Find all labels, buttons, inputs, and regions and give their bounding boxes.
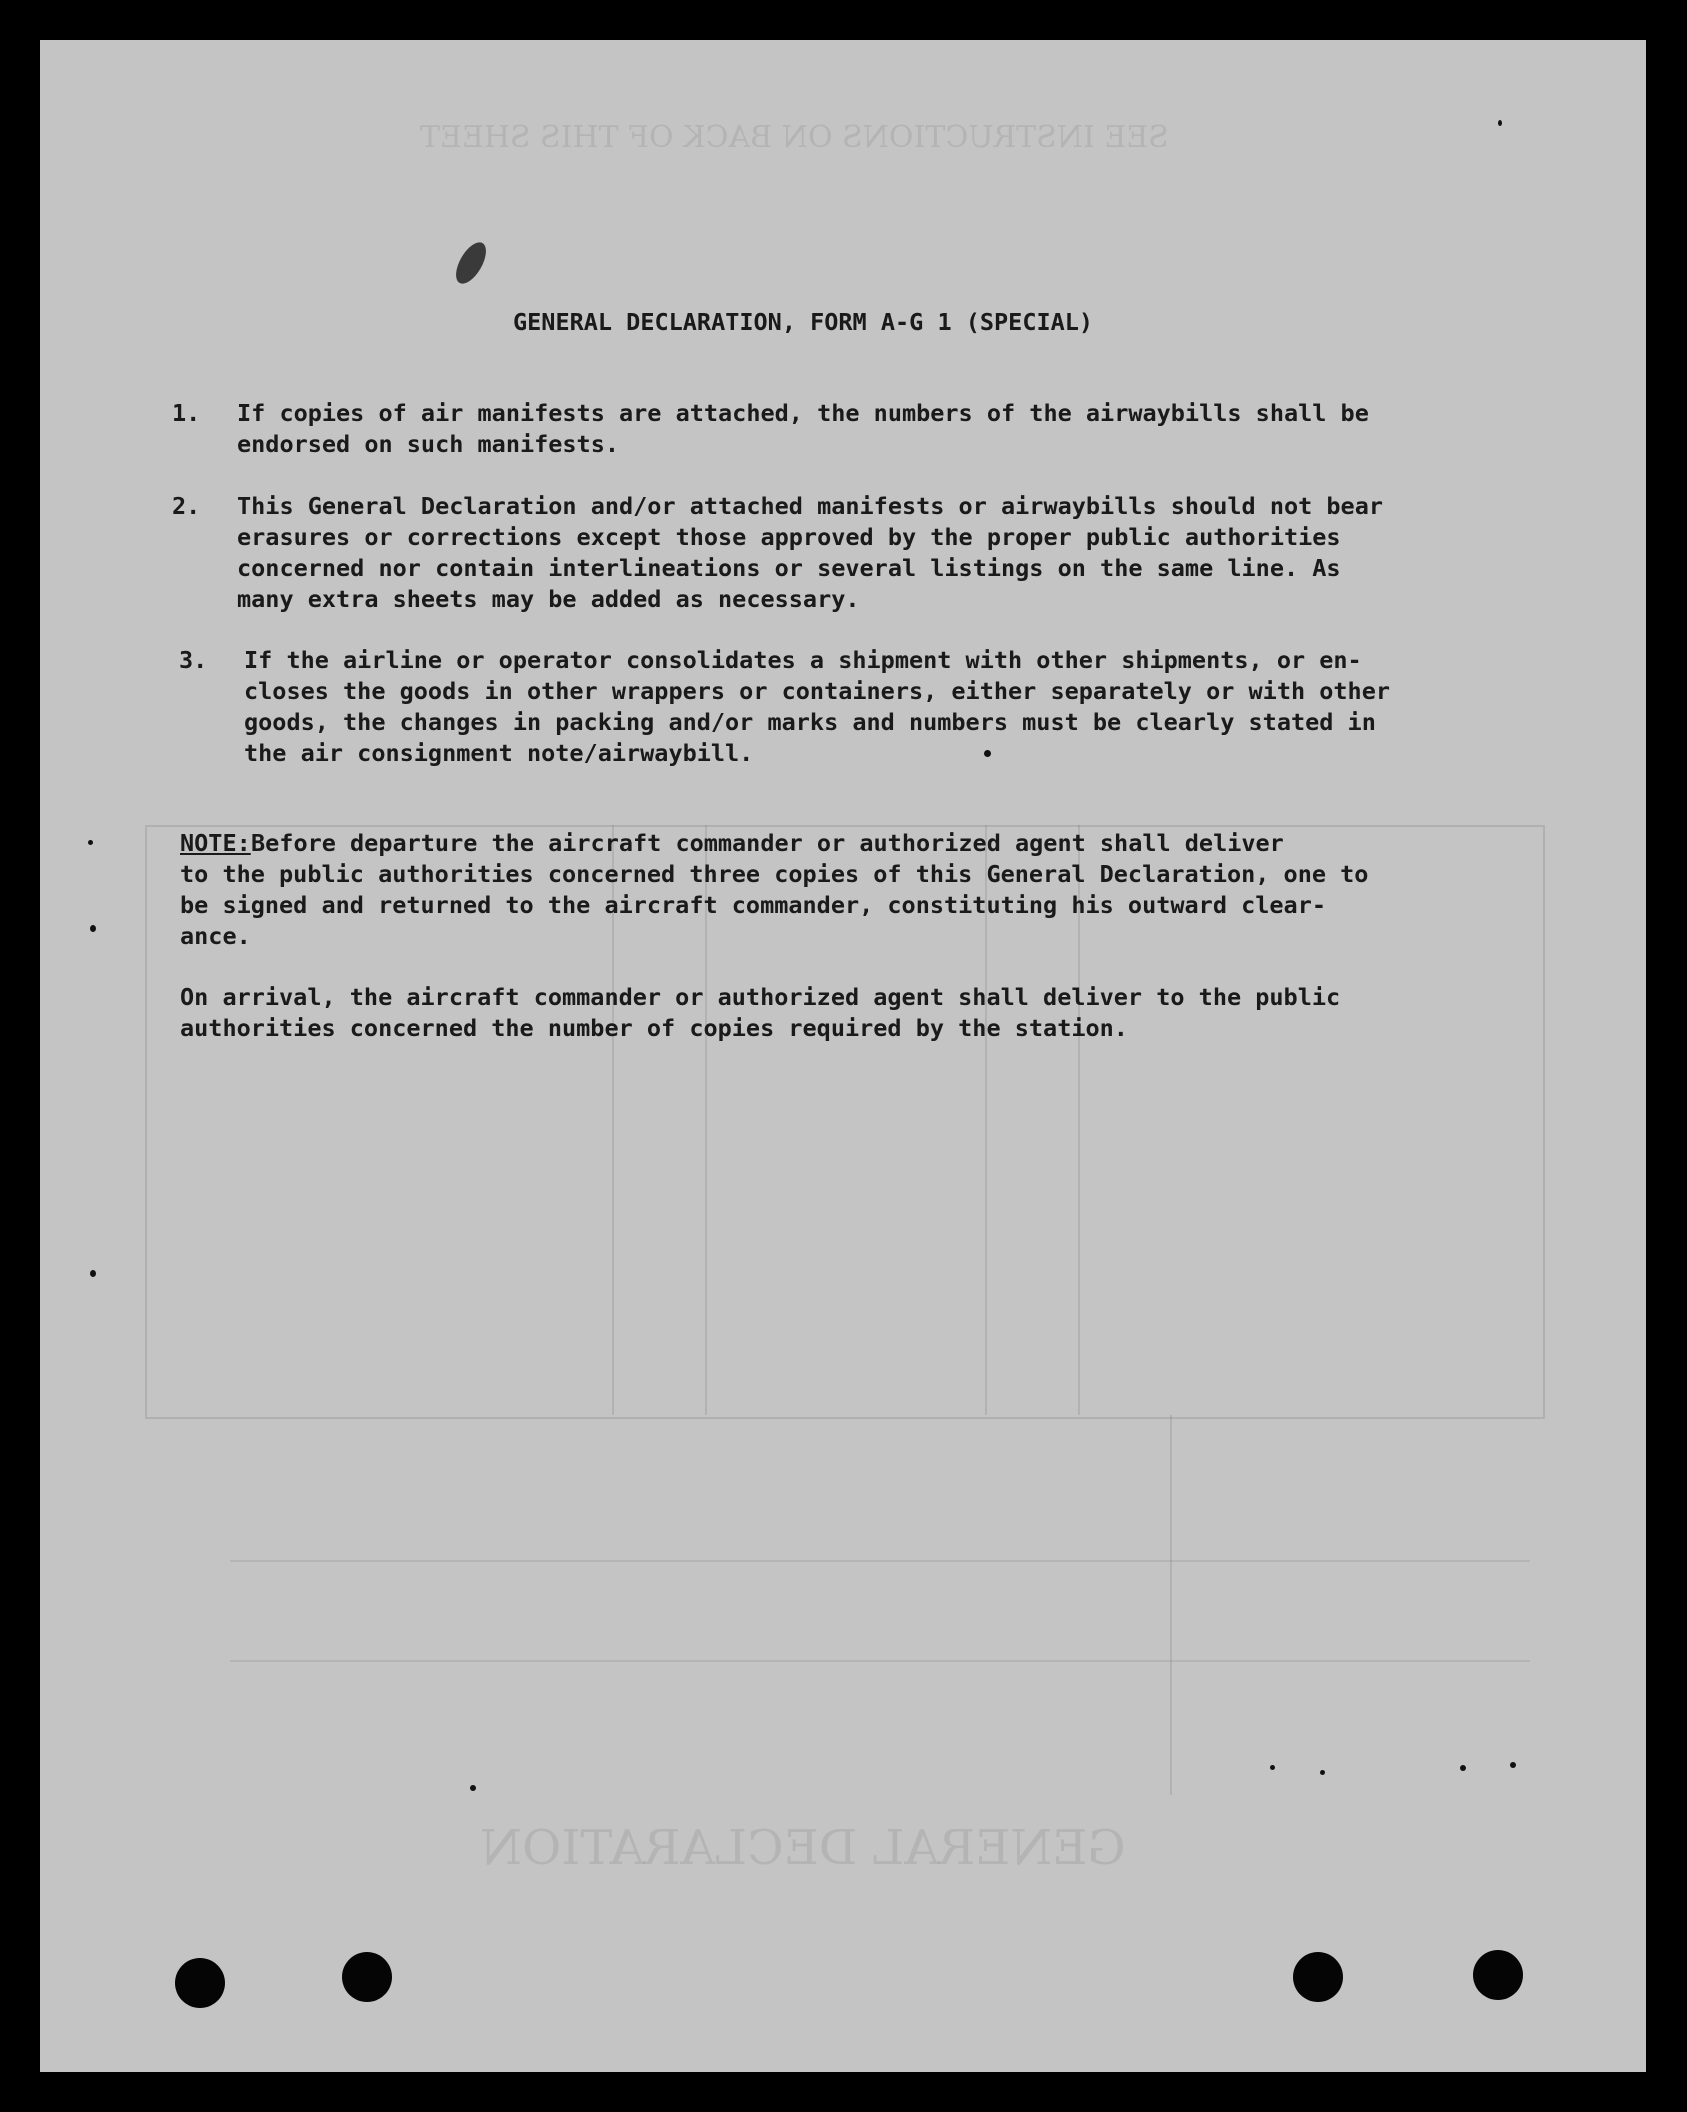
scan-speck [984, 750, 991, 757]
arrival-line: On arrival, the aircraft commander or authorized agent shall deliver to the public [180, 983, 1341, 1011]
punch-hole [342, 1952, 392, 2002]
item-2-number: 2. [172, 492, 201, 520]
note-label: NOTE: [180, 829, 251, 857]
item-1-line: endorsed on such manifests. [237, 430, 620, 458]
scan-speck [1498, 120, 1502, 126]
item-2-line: This General Declaration and/or attached manifests or airwaybills should not bear [237, 492, 1384, 520]
bleed-through-text: GENERAL DECLARATION [480, 1820, 1126, 1876]
punch-hole [1473, 1950, 1523, 2000]
item-1-line: If copies of air manifests are attached, the numbers of the airwaybills shall be [237, 399, 1369, 427]
item-1-number: 1. [172, 399, 201, 427]
scan-speck [1270, 1765, 1275, 1770]
scan-speck [90, 925, 96, 932]
note-line: to the public authorities concerned three copies of this General Declaration, one to [180, 860, 1369, 888]
scan-speck [470, 1785, 476, 1791]
bleed-through-rule [1170, 1415, 1172, 1795]
scan-speck [1510, 1762, 1516, 1768]
document-title: GENERAL DECLARATION, FORM A-G 1 (SPECIAL) [513, 308, 1094, 336]
bleed-through-rule [230, 1560, 1530, 1562]
item-3-number: 3. [179, 646, 208, 674]
scan-speck [1460, 1765, 1466, 1771]
note-line: Before departure the aircraft commander or authorized agent shall deliver [251, 829, 1284, 857]
scan-speck [90, 1270, 96, 1277]
item-3-line: If the airline or operator consolidates a shipment with other shipments, or en- [244, 646, 1362, 674]
item-3-line: goods, the changes in packing and/or marks and numbers must be clearly stated in [244, 708, 1376, 736]
document-sheet [40, 40, 1646, 2072]
item-2-line: many extra sheets may be added as necessary. [237, 585, 860, 613]
scan-speck [88, 840, 93, 845]
arrival-line: authorities concerned the number of copies required by the station. [180, 1014, 1128, 1042]
bleed-through-text: SEE INSTRUCTIONS ON BACK OF THIS SHEET [420, 120, 1169, 155]
punch-hole [175, 1958, 225, 2008]
item-3-line: the air consignment note/airwaybill. [244, 739, 754, 767]
item-2-line: concerned nor contain interlineations or several listings on the same line. As [237, 554, 1341, 582]
bleed-through-rule [230, 1660, 1530, 1662]
note-line: be signed and returned to the aircraft commander, constituting his outward clear- [180, 891, 1327, 919]
scan-speck [1320, 1770, 1325, 1775]
item-3-line: closes the goods in other wrappers or containers, either separately or with other [244, 677, 1391, 705]
item-2-line: erasures or corrections except those approved by the proper public authorities [237, 523, 1341, 551]
ink-smudge [450, 238, 492, 289]
punch-hole [1293, 1952, 1343, 2002]
note-line: ance. [180, 922, 251, 950]
